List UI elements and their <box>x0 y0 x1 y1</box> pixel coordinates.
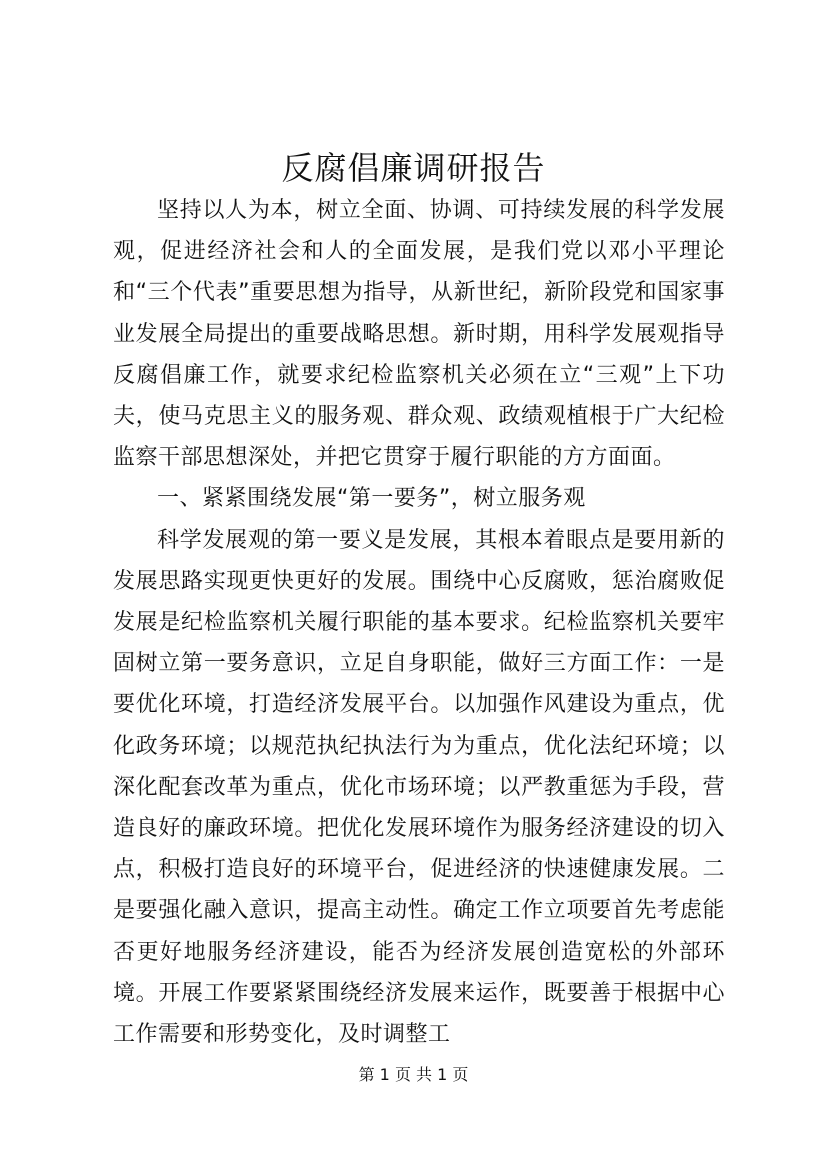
document-body <box>113 190 725 1055</box>
section-heading-1: 一、紧紧围绕发展“第一要务”，树立服务观 <box>157 486 586 512</box>
paragraph-section-1: 科学发展观的第一要义是发展，其根本着眼点是要用新的发展思路实现更快更好的发展。围绕中心反腐败，惩治腐败促发展是纪检监察机关履行职能的基本要求。纪检监察机关要牢固树立第一要务意识，立足自身职能，做好三方面工作：一是要优化环境，打造经济发展平台。以加强作风建设为重点，优化政务环境；以规范执纪执法行为为重点，优化法纪环境；以深化配套改革为重点，优化市场环境；以严教重惩为手段，营造良好的廉政环境。把优化发展环境作为服务经济建设的切入点，积极打造良好的环境平台，促进经济的快速健康发展。二是要强化融入意识，提高主动性。确定工作立项要首先考虑能否更好地服务经济建设，能否为经济发展创造宽松的外部环境。开展工作要紧紧围绕经济发展来运作，既要善于根据中心工作需要和形势变化，及时调整工 <box>113 527 725 1048</box>
paragraph-intro: 坚持以人为本，树立全面、协调、可持续发展的科学发展观，促进经济社会和人的全面发展，是我们党以邓小平理论和“三个代表”重要思想为指导，从新世纪，新阶段党和国家事业发展全局提出的重要战略思想。新时期，用科学发展观指导反腐倡廉工作，就要求纪检监察机关必须在立“三观”上下功夫，使马克思主义的服务观、群众观、政绩观植根于广大纪检监察干部思想深处，并把它贯穿于履行职能的方方面面。 <box>113 198 725 471</box>
document-title: 反腐倡廉调研报告 <box>281 149 546 187</box>
page-number-footer: 第 1 页 共 1 页 <box>358 1065 469 1084</box>
